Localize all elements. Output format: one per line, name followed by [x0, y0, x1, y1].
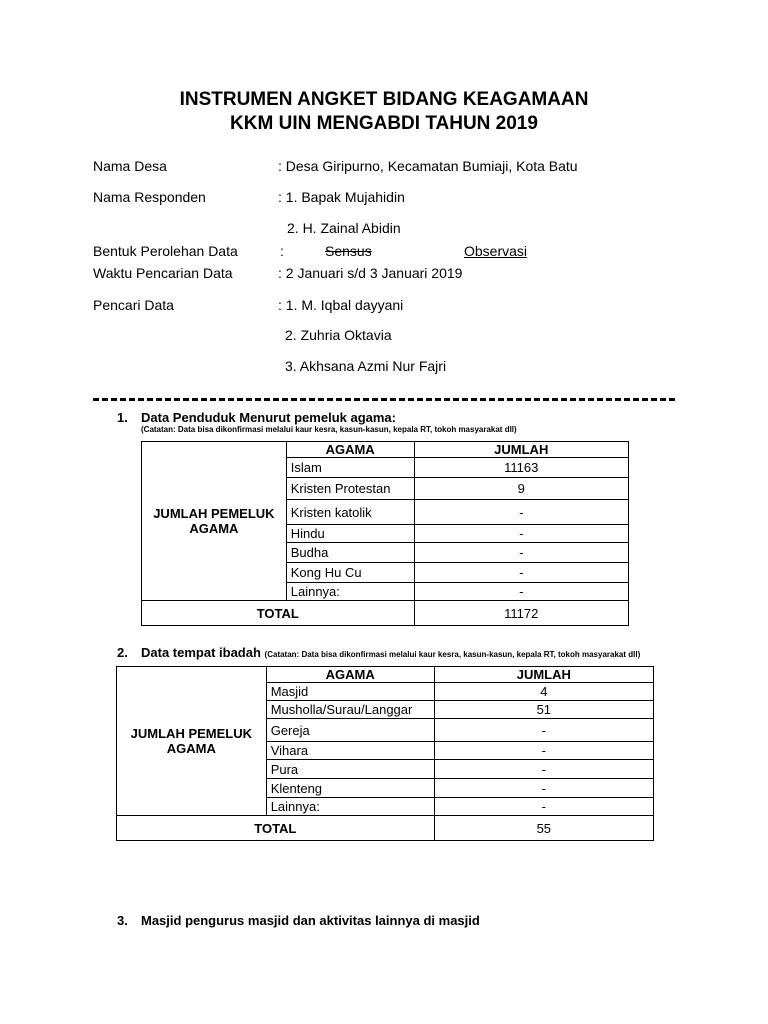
- responden-1: : 1. Bapak Mujahidin: [278, 189, 405, 205]
- agama-cell: Kristen katolik: [286, 500, 414, 525]
- agama-cell: Budha: [286, 543, 414, 563]
- section3-number: 3.: [117, 913, 128, 928]
- religion-population-table: [141, 441, 629, 626]
- waktu-value: : 2 Januari s/d 3 Januari 2019: [278, 265, 463, 281]
- pencari-label: Pencari Data: [93, 297, 174, 313]
- responden-2: 2. H. Zainal Abidin: [287, 220, 401, 236]
- document-title-line2: KKM UIN MENGABDI TAHUN 2019: [230, 113, 538, 134]
- jumlah-cell: -: [434, 742, 653, 760]
- bentuk-label: Bentuk Perolehan Data: [93, 243, 238, 259]
- jumlah-cell: -: [414, 543, 628, 563]
- section2-note: (Catatan: Data bisa dikonfirmasi melalui kaur kesra, kasun-kasun, kepala RT, tokoh masyarakat dll): [264, 650, 641, 659]
- agama-cell: Pura: [266, 760, 434, 779]
- jumlah-cell: -: [434, 779, 653, 798]
- pencari-3: 3. Akhsana Azmi Nur Fajri: [285, 358, 447, 374]
- jumlah-cell: 9: [414, 478, 628, 500]
- agama-cell: Kong Hu Cu: [286, 563, 414, 583]
- worship-places-table: [116, 666, 654, 841]
- jumlah-cell: -: [434, 719, 653, 742]
- desa-label: Nama Desa: [93, 158, 167, 174]
- jumlah-cell: 11163: [414, 458, 628, 478]
- jumlah-cell: 51: [434, 701, 653, 719]
- responden-label: Nama Responden: [93, 189, 206, 205]
- waktu-label: Waktu Pencarian Data: [93, 265, 233, 281]
- section1-heading: Data Penduduk Menurut pemeluk agama:: [141, 410, 396, 425]
- agama-cell: Masjid: [266, 683, 434, 701]
- total-value: 11172: [414, 601, 628, 626]
- bentuk-option-observasi: Observasi: [464, 243, 528, 259]
- pencari-2: 2. Zuhria Oktavia: [285, 327, 392, 343]
- agama-cell: Gereja: [266, 719, 434, 742]
- agama-cell: Kristen Protestan: [286, 478, 414, 500]
- section1-number: 1.: [117, 410, 128, 425]
- jumlah-cell: -: [414, 563, 628, 583]
- dashed-separator: [93, 398, 675, 401]
- section2-number: 2.: [117, 645, 128, 660]
- bentuk-colon: :: [280, 243, 284, 259]
- row-header: JUMLAH PEMELUK AGAMA: [142, 442, 287, 601]
- agama-cell: Klenteng: [266, 779, 434, 798]
- col-header-jumlah: JUMLAH: [434, 667, 653, 683]
- row-header: JUMLAH PEMELUK AGAMA: [117, 667, 267, 816]
- agama-cell: Lainnya:: [286, 583, 414, 601]
- section1-note: (Catatan: Data bisa dikonfirmasi melalui kaur kesra, kasun-kasun, kepala RT, tokoh masyarakat dll): [141, 425, 517, 434]
- bentuk-option-sensus: Sensus: [325, 243, 372, 259]
- pencari-1: : 1. M. Iqbal dayyani: [278, 297, 404, 313]
- total-label: TOTAL: [142, 601, 415, 626]
- jumlah-cell: 4: [434, 683, 653, 701]
- agama-cell: Lainnya:: [266, 798, 434, 816]
- jumlah-cell: -: [414, 525, 628, 543]
- section2-heading: Data tempat ibadah: [141, 645, 261, 660]
- document-title-line1: INSTRUMEN ANGKET BIDANG KEAGAMAAN: [179, 89, 589, 110]
- agama-cell: Vihara: [266, 742, 434, 760]
- jumlah-cell: -: [414, 500, 628, 525]
- section2-heading-wrap: [141, 645, 640, 663]
- section3-heading: Masjid pengurus masjid dan aktivitas lainnya di masjid: [141, 913, 480, 928]
- desa-value: : Desa Giripurno, Kecamatan Bumiaji, Kota Batu: [278, 158, 578, 174]
- col-header-agama: AGAMA: [286, 442, 414, 458]
- agama-cell: Hindu: [286, 525, 414, 543]
- agama-cell: Islam: [286, 458, 414, 478]
- jumlah-cell: -: [414, 583, 628, 601]
- agama-cell: Musholla/Surau/Langgar: [266, 701, 434, 719]
- col-header-jumlah: JUMLAH: [414, 442, 628, 458]
- jumlah-cell: -: [434, 798, 653, 816]
- col-header-agama: AGAMA: [266, 667, 434, 683]
- total-value: 55: [434, 816, 653, 841]
- jumlah-cell: -: [434, 760, 653, 779]
- total-label: TOTAL: [117, 816, 435, 841]
